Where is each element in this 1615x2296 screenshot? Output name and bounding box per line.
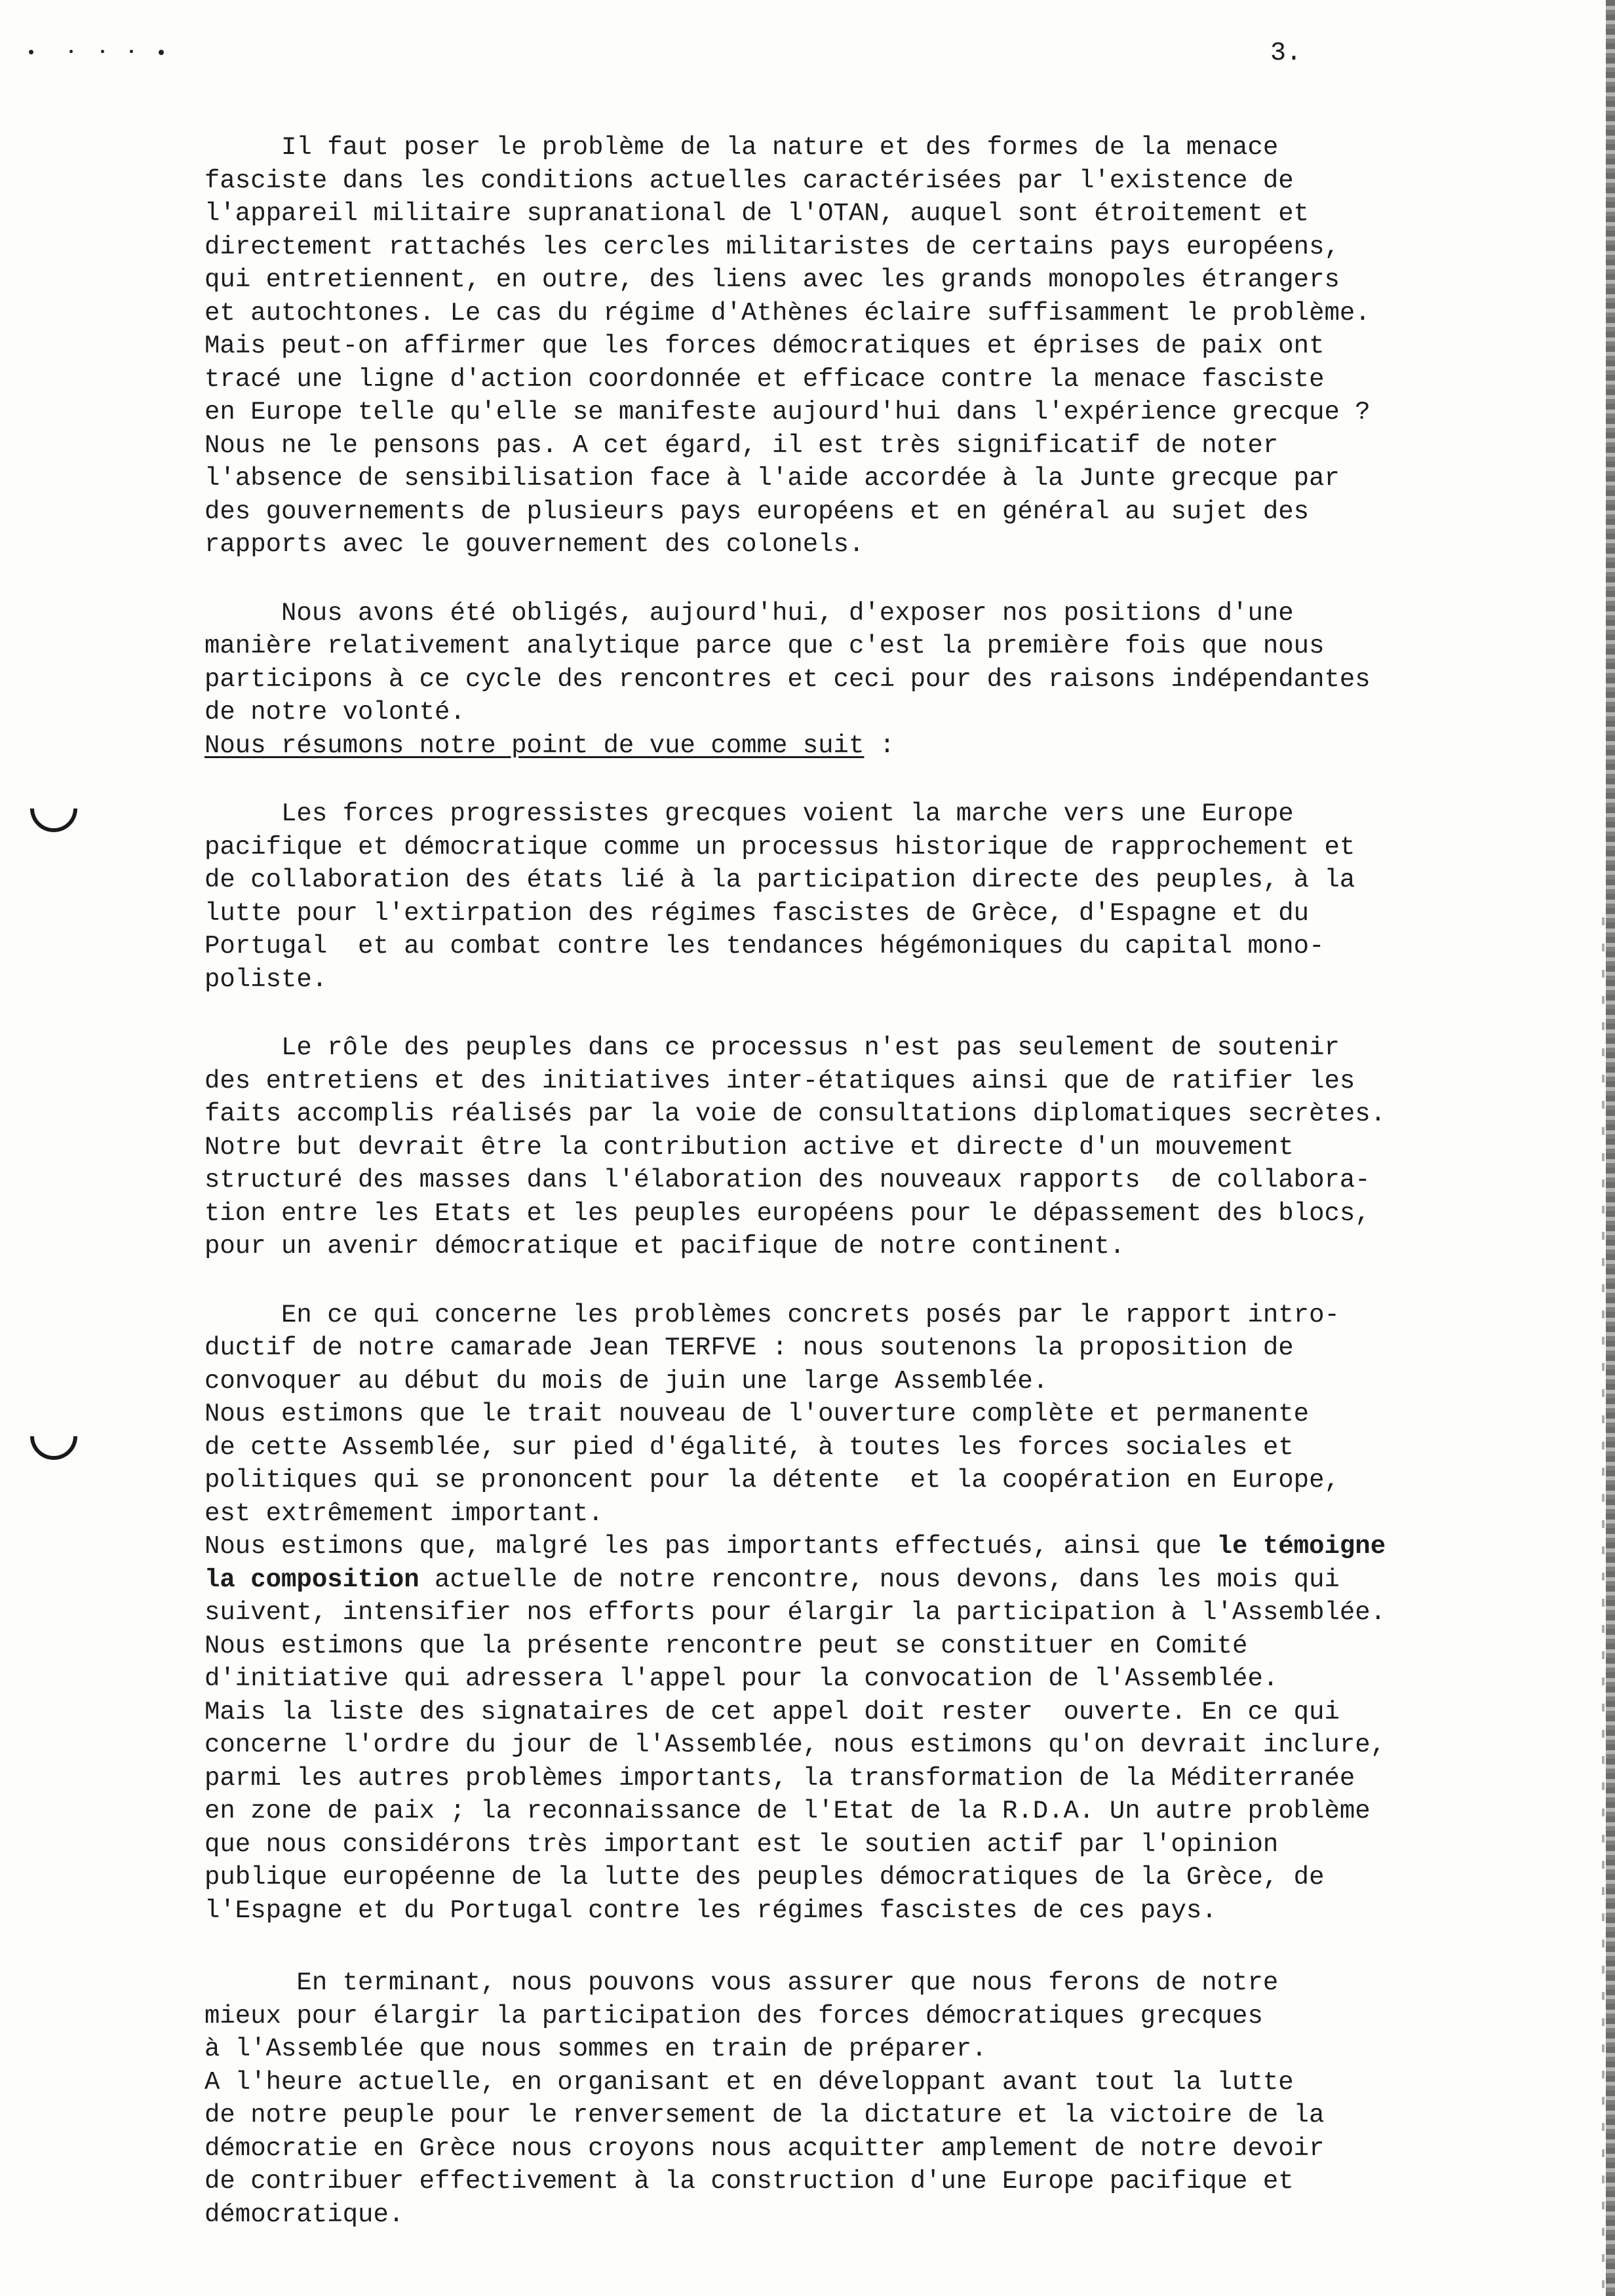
bold-fragment: la composition — [204, 1565, 419, 1594]
text-line: qui entretiennent, en outre, des liens avec les grands monopoles étrangers — [204, 265, 1340, 294]
text-line: des gouvernements de plusieurs pays européens et en général au sujet des — [204, 497, 1310, 526]
text-line: Nous estimons que la présente rencontre peut se constituer en Comité — [204, 1631, 1248, 1660]
margin-dots — [29, 47, 173, 60]
text-line: et autochtones. Le cas du régime d'Athènes éclaire suffisamment le problème. — [204, 298, 1371, 328]
summary-heading-suffix: : — [864, 731, 895, 760]
page-number: 3. — [1270, 39, 1302, 68]
text-line: manière relativement analytique parce que c'est la première fois que nous — [204, 632, 1325, 660]
paragraph-3 — [204, 797, 1509, 996]
paragraph-2 — [204, 597, 1509, 763]
text-line: poliste. — [204, 965, 328, 994]
text-line: de contribuer effectivement à la construction d'une Europe pacifique et — [204, 2167, 1294, 2196]
text-line: de collaboration des états lié à la participation directe des peuples, à la — [204, 866, 1355, 894]
text-line: en Europe telle qu'elle se manifeste aujourd'hui dans l'expérience grecque ? — [204, 398, 1371, 427]
text-line: que nous considérons très important est le soutien actif par l'opinion — [204, 1829, 1279, 1859]
text-line: pour un avenir démocratique et pacifique de notre continent. — [204, 1232, 1125, 1261]
text-line: Portugal et au combat contre les tendances hégémoniques du capital mono- — [204, 932, 1325, 961]
paragraph-4 — [204, 1031, 1509, 1263]
text-line: Nous estimons que le trait nouveau de l'ouverture complète et permanente — [204, 1400, 1310, 1428]
text-line: pacifique et démocratique comme un processus historique de rapprochement et — [204, 832, 1355, 862]
text-line: En ce qui concerne les problèmes concrets posés par le rapport intro- — [204, 1300, 1340, 1330]
text-line: concerne l'ordre du jour de l'Assemblée, nous estimons qu'on devrait inclure, — [204, 1731, 1386, 1759]
letter-body — [204, 131, 1509, 2231]
text-line: participons à ce cycle des rencontres et ceci pour des raisons indépendantes — [204, 664, 1371, 694]
text-line: Les forces progressistes grecques voient la marche vers une Europe — [204, 799, 1294, 828]
text-line: tion entre les Etats et les peuples européens pour le dépassement des blocs, — [204, 1198, 1371, 1228]
paragraph-gap — [204, 1927, 1509, 1966]
text-line: de notre peuple pour le renversement de la dictature et la victoire de la — [204, 2101, 1325, 2130]
text-line: à l'Assemblée que nous sommes en train de préparer. — [204, 2035, 987, 2063]
text-line: Nous ne le pensons pas. A cet égard, il est très significatif de noter — [204, 430, 1279, 460]
paragraph-1 — [204, 131, 1509, 562]
punch-hole-mark — [20, 775, 87, 842]
bold-fragment: le témoigne — [1216, 1532, 1386, 1561]
paragraph-5 — [204, 1299, 1509, 1928]
text-line — [204, 1563, 1509, 1597]
text-line: démocratie en Grèce nous croyons nous acquitter amplement de notre devoir — [204, 2133, 1325, 2163]
scan-edge — [1606, 0, 1615, 2296]
dot-mark — [29, 50, 33, 54]
text-fragment: actuelle de notre rencontre, nous devons, dans les mois qui — [419, 1565, 1340, 1594]
text-line: lutte pour l'extirpation des régimes fascistes de Grèce, d'Espagne et du — [204, 898, 1310, 928]
paragraph-gap — [204, 996, 1509, 1031]
text-line: fasciste dans les conditions actuelles caractérisées par l'existence de — [204, 166, 1294, 195]
dot-mark — [159, 50, 164, 55]
text-line: tracé une ligne d'action coordonnée et efficace contre la menace fasciste — [204, 364, 1325, 394]
text-line: Il faut poser le problème de la nature et des formes de la menace — [204, 133, 1279, 162]
dot-mark — [69, 50, 73, 53]
paragraph-gap — [204, 762, 1509, 797]
text-line: politiques qui se prononcent pour la détente et la coopération en Europe, — [204, 1466, 1340, 1495]
text-line: publique européenne de la lutte des peuples démocratiques de la Grèce, de — [204, 1863, 1325, 1892]
text-line: parmi les autres problèmes importants, la transformation de la Méditerranée — [204, 1763, 1355, 1793]
summary-heading: Nous résumons notre point de vue comme suit — [204, 731, 865, 760]
dot-mark — [130, 50, 133, 53]
text-line: Le rôle des peuples dans ce processus n'est pas seulement de soutenir — [204, 1033, 1340, 1062]
text-line: A l'heure actuelle, en organisant et en développant avant tout la lutte — [204, 2067, 1294, 2097]
text-line: faits accomplis réalisés par la voie de consultations diplomatiques secrètes. — [204, 1100, 1386, 1128]
dot-mark — [101, 50, 104, 53]
text-line: mieux pour élargir la participation des forces démocratiques grecques — [204, 2001, 1263, 2031]
text-line: l'Espagne et du Portugal contre les régimes fascistes de ces pays. — [204, 1896, 1217, 1925]
text-line: d'initiative qui adressera l'appel pour la convocation de l'Assemblée. — [204, 1664, 1279, 1693]
text-line: Notre but devrait être la contribution active et directe d'un mouvement — [204, 1132, 1294, 1162]
text-line: rapports avec le gouvernement des colonels. — [204, 530, 865, 559]
text-line: l'absence de sensibilisation face à l'aide accordée à la Junte grecque par — [204, 464, 1340, 493]
text-line: de notre volonté. — [204, 698, 465, 727]
text-line: Mais peut-on affirmer que les forces démocratiques et éprises de paix ont — [204, 332, 1325, 360]
paragraph-gap — [204, 562, 1509, 597]
text-line: directement rattachés les cercles militaristes de certains pays européens, — [204, 232, 1340, 261]
summary-heading-line — [204, 729, 1509, 763]
scan-edge-inner — [1602, 917, 1605, 2293]
text-line — [204, 1530, 1509, 1563]
text-line: est extrêmement important. — [204, 1499, 604, 1528]
text-line: des entretiens et des initiatives inter-étatiques ainsi que de ratifier les — [204, 1066, 1355, 1096]
text-line: En terminant, nous pouvons vous assurer que nous ferons de notre — [204, 1968, 1279, 1997]
text-line: démocratique. — [204, 2200, 404, 2229]
text-line: Mais la liste des signataires de cet appel doit rester ouverte. En ce qui — [204, 1697, 1340, 1727]
text-fragment: Nous estimons que, malgré les pas importants effectués, ainsi que — [204, 1532, 1217, 1561]
text-line: convoquer au début du mois de juin une large Assemblée. — [204, 1366, 1049, 1396]
text-line: ductif de notre camarade Jean TERFVE : nous soutenons la proposition de — [204, 1333, 1294, 1362]
text-line: Nous avons été obligés, aujourd'hui, d'exposer nos positions d'une — [204, 598, 1294, 628]
text-line: en zone de paix ; la reconnaissance de l'Etat de la R.D.A. Un autre problème — [204, 1797, 1371, 1826]
text-line: structuré des masses dans l'élaboration des nouveaux rapports de collabora- — [204, 1166, 1371, 1195]
text-line: de cette Assemblée, sur pied d'égalité, à toutes les forces sociales et — [204, 1432, 1294, 1462]
paragraph-6 — [204, 1966, 1509, 2231]
text-line: l'appareil militaire supranational de l'OTAN, auquel sont étroitement et — [204, 199, 1310, 228]
punch-hole-mark — [20, 1403, 87, 1470]
text-line: suivent, intensifier nos efforts pour élargir la participation à l'Assemblée. — [204, 1598, 1386, 1627]
paragraph-gap — [204, 1263, 1509, 1299]
